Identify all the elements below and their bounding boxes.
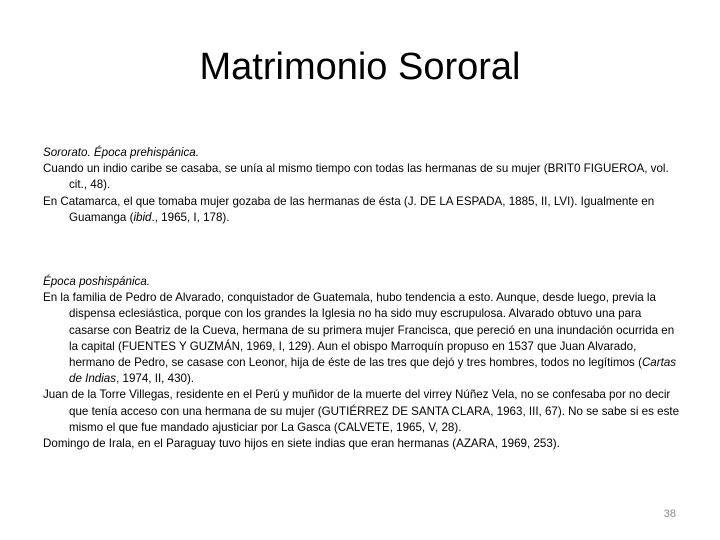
paragraph-caribe: [43, 161, 683, 193]
section-heading-prehispanic: [43, 145, 683, 161]
paragraph-catamarca: [43, 194, 683, 226]
paragraph-torre-villegas: [43, 387, 683, 436]
slide-body: [43, 145, 683, 452]
citation-italic-text: Cartas de Indias: [69, 356, 677, 386]
paragraph-text: Juan de la Torre Villegas, residente en el Perú y muñidor de la muerte del virrey Núñez Vela, no se confesaba por no decir que tenía acceso con una hermana de su mujer (GUTIÉRREZ DE SANTA CLARA, 1963, III, 67). No se sabe si es este mismo el que fue mandado ajusticiar por La Gasca (CALVETE, 1965, V, 28).: [43, 388, 680, 434]
paragraph-text: En Catamarca, el que tomaba mujer gozaba de las hermanas de ésta (J. DE LA ESPADA, 1885, II, LVI). Igualmente en Guamanga (: [43, 194, 655, 224]
section-heading-text: Época poshispánica.: [43, 275, 150, 289]
slide-title: Matrimonio Sororal: [199, 46, 521, 88]
paragraph-irala: [43, 436, 683, 452]
paragraph-text: Cuando un indio caribe se casaba, se unía al mismo tiempo con todas las hermanas de su mujer (BRIT0 FIGUEROA, vol. cit., 48).: [43, 162, 669, 192]
paragraph-text: Domingo de Irala, en el Paraguay tuvo hijos en siete indias que eran hermanas (AZARA, 1969, 253).: [43, 437, 560, 451]
page-number: 38: [663, 508, 676, 520]
citation-italic-text: ibid: [133, 210, 152, 224]
paragraph-text: ., 1965, I, 178).: [151, 210, 230, 224]
section-heading-poshispanic: [43, 274, 683, 290]
section-heading-text: Sororato. Época prehispánica.: [43, 146, 199, 159]
paragraph-alvarado: [43, 290, 683, 387]
section-spacer: [43, 226, 683, 274]
paragraph-text: En la familia de Pedro de Alvarado, conquistador de Guatemala, hubo tendencia a esto. Aunque, desde luego, previa la dispensa eclesiástica, porque con los grandes la Iglesia no ha sido muy escrupulosa. Alvarado obtuvo una para casarse con Beatriz de la Cueva, hermana de su primera mujer Francisca, que pereció en una inundación ocurrida en la capital (FUENTES Y GUZMÁN, 1969, I, 129). Aun el obispo Marroquín propuso en 1537 que Juan Alvarado, hermano de Pedro, se casase con Leonor, hija de éste de las tres que dejó y tres hombres, todos no legítimos (: [43, 291, 675, 370]
paragraph-text: , 1974, II, 430).: [116, 372, 195, 386]
